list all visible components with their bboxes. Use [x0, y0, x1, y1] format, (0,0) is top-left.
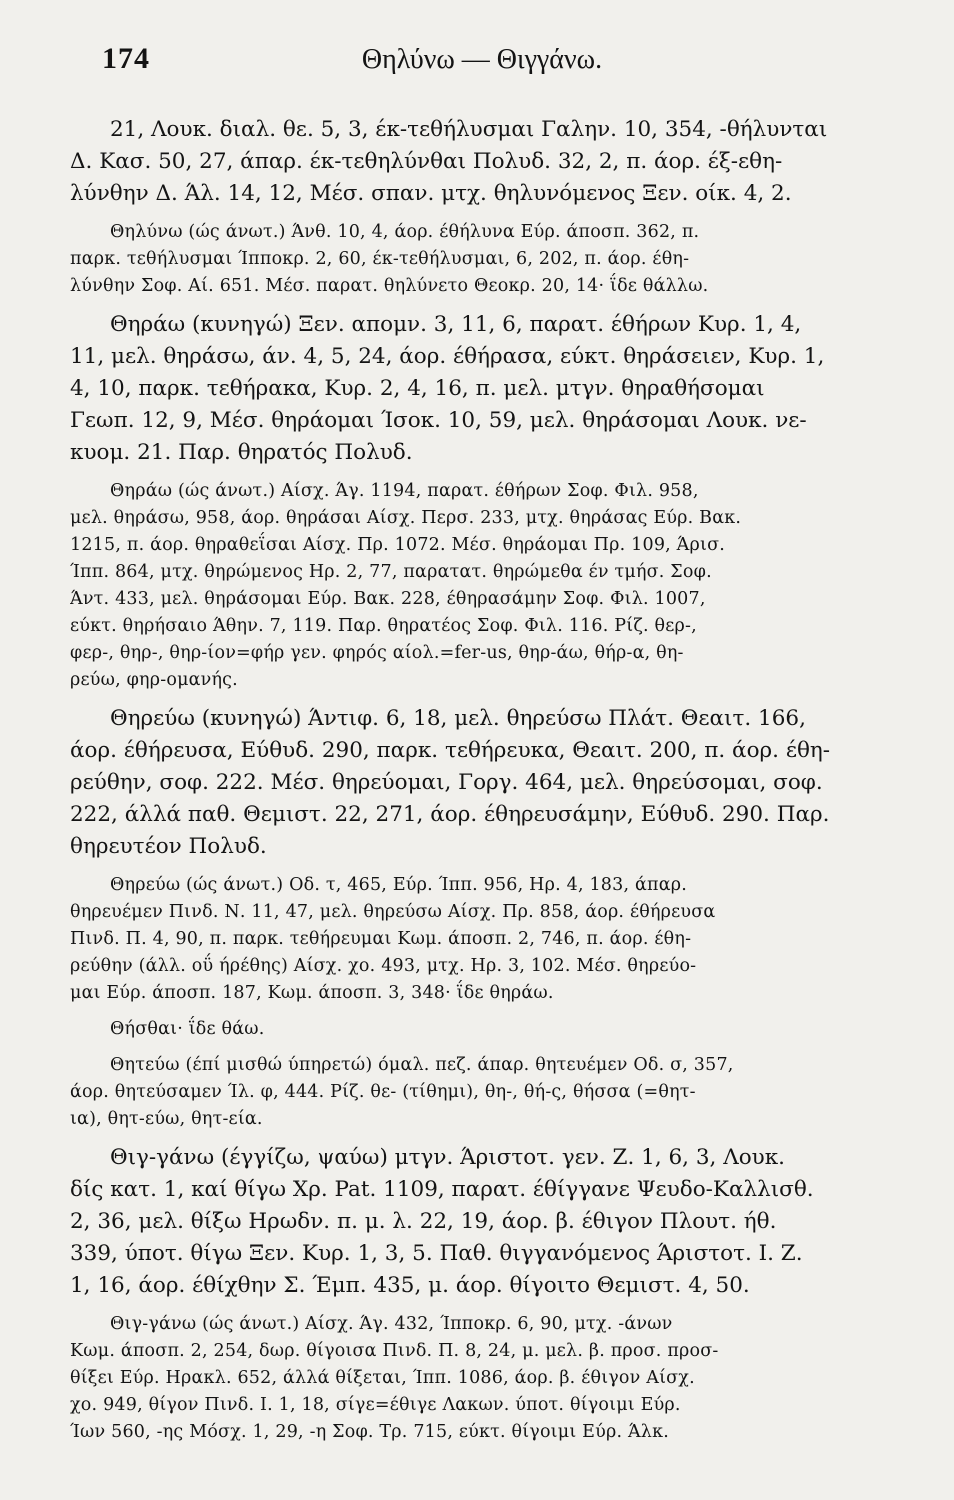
poetic-entry	[70, 1311, 894, 1446]
entry-line: ρεύω, φηρ-ομανής.	[70, 670, 238, 690]
poetic-entry	[70, 478, 894, 694]
entry-line: Θιγ-γάνω (ώς άνωτ.) Αίσχ. Άγ. 432, Ίπποκρ. 6, 90, μτχ. -άνων	[110, 1314, 673, 1334]
poetic-entry	[70, 1052, 894, 1133]
entries-column	[70, 114, 894, 1446]
entry-line: θηρευέμεν Πινδ. Ν. 11, 47, μελ. θηρεύσω Αίσχ. Πρ. 858, άορ. έθήρευσα	[70, 902, 716, 922]
entry-line: 222, άλλά παθ. Θεμιστ. 22, 271, άορ. έθηρευσάμην, Εύθυδ. 290. Παρ.	[70, 802, 830, 827]
page-header	[70, 40, 894, 90]
entry-line: θηρευτέον Πολυδ.	[70, 834, 267, 859]
entry-line: άορ. θητεύσαμεν Ίλ. φ, 444. Ρίζ. θε- (τίθημι), θη-, θή-ς, θήσσα (=θητ-	[70, 1082, 696, 1102]
entry-line: άορ. έθήρευσα, Εύθυδ. 290, παρκ. τεθήρευκα, Θεαιτ. 200, π. άορ. έθη-	[70, 738, 831, 763]
entry-line: χο. 949, θίγον Πινδ. Ι. 1, 18, σίγε=έθιγε Λακων. ύποτ. θίγοιμι Εύρ.	[70, 1395, 681, 1415]
entry-line: εύκτ. θηρήσαιο Άθην. 7, 119. Παρ. θηρατέος Σοφ. Φιλ. 116. Ρίζ. θερ-,	[70, 616, 697, 636]
entry-line: 4, 10, παρκ. τεθήρακα, Κυρ. 2, 4, 16, π. μελ. μτγν. θηραθήσομαι	[70, 376, 765, 401]
prose-entry	[70, 309, 894, 469]
entry-line: 1, 16, άορ. έθίχθην Σ. Έμπ. 435, μ. άορ. θίγοιτο Θεμιστ. 4, 50.	[70, 1273, 750, 1298]
entry-line: Θιγ-γάνω (έγγίζω, ψαύω) μτγν. Άριστοτ. γεν. Ζ. 1, 6, 3, Λουκ.	[110, 1145, 786, 1170]
entry-line: 1215, π. άορ. θηραθεΐσαι Αίσχ. Πρ. 1072. Μέσ. θηράομαι Πρ. 109, Άρισ.	[70, 535, 725, 555]
entry-line: κυομ. 21. Παρ. θηρατός Πολυδ.	[70, 440, 413, 465]
entry-line: παρκ. τεθήλυσμαι Ίπποκρ. 2, 60, έκ-τεθήλυσμαι, 6, 202, π. άορ. έθη-	[70, 249, 690, 269]
entry-line: ρεύθην, σοφ. 222. Μέσ. θηρεύομαι, Γοργ. 464, μελ. θηρεύσομαι, σοφ.	[70, 770, 823, 795]
entry-line: Θηλύνω (ώς άνωτ.) Άνθ. 10, 4, άορ. έθήλυνα Εύρ. άποσπ. 362, π.	[110, 222, 700, 242]
entry-line: Θηρεύω (ώς άνωτ.) Οδ. τ, 465, Εύρ. Ίππ. 956, Ηρ. 4, 183, άπαρ.	[110, 875, 687, 895]
entry-line: Ίππ. 864, μτχ. θηρώμενος Ηρ. 2, 77, παρατατ. θηρώμεθα έν τμήσ. Σοφ.	[70, 562, 712, 582]
page-number: 174	[102, 42, 150, 75]
entry-line: Ίων 560, -ης Μόσχ. 1, 29, -η Σοφ. Τρ. 715, εύκτ. θίγοιμι Εύρ. Άλκ.	[70, 1422, 669, 1442]
entry-line: Δ. Κασ. 50, 27, άπαρ. έκ-τεθηλύνθαι Πολυδ. 32, 2, π. άορ. έξ-εθη-	[70, 149, 783, 174]
entry-line: ια), θητ-εύω, θητ-εία.	[70, 1109, 263, 1129]
entry-line: μελ. θηράσω, 958, άορ. θηράσαι Αίσχ. Περσ. 233, μτχ. θηράσας Εύρ. Βακ.	[70, 508, 742, 528]
entry-line: 339, ύποτ. θίγω Ξεν. Κυρ. 1, 3, 5. Παθ. θιγγανόμενος Άριστοτ. Ι. Ζ.	[70, 1241, 803, 1266]
entry-line: μαι Εύρ. άποσπ. 187, Κωμ. άποσπ. 3, 348· ΐδε θηράω.	[70, 983, 554, 1003]
entry-line: Θηράω (ώς άνωτ.) Αίσχ. Άγ. 1194, παρατ. έθήρων Σοφ. Φιλ. 958,	[110, 481, 699, 501]
entry-line: ρεύθην (άλλ. οΰ ήρέθης) Αίσχ. χο. 493, μτχ. Ηρ. 3, 102. Μέσ. θηρεύο-	[70, 956, 697, 976]
entry-line: φερ-, θηρ-, θηρ-ίον=φήρ γεν. φηρός αίολ.=fer-us, θηρ-άω, θήρ-α, θη-	[70, 643, 684, 663]
poetic-entry	[70, 219, 894, 300]
entry-line: 2, 36, μελ. θίξω Ηρωδν. π. μ. λ. 22, 19, άορ. β. έθιγον Πλουτ. ήθ.	[70, 1209, 777, 1234]
entry-line: Γεωπ. 12, 9, Μέσ. θηράομαι Ίσοκ. 10, 59, μελ. θηράσομαι Λουκ. νε-	[70, 408, 807, 433]
entry-line: 11, μελ. θηράσω, άν. 4, 5, 24, άορ. έθήρασα, εύκτ. θηράσειεν, Κυρ. 1,	[70, 344, 825, 369]
prose-entry	[70, 703, 894, 863]
entry-line: 21, Λουκ. διαλ. θε. 5, 3, έκ-τεθήλυσμαι Γαλην. 10, 354, -θήλυνται	[110, 117, 828, 142]
entry-line: λύνθην Δ. Άλ. 14, 12, Μέσ. σπαν. μτχ. θηλυνόμενος Ξεν. οίκ. 4, 2.	[70, 181, 792, 206]
entry-line: δίς κατ. 1, καί θίγω Χρ. Pat. 1109, παρατ. έθίγγανε Ψευδο-Καλλισθ.	[70, 1177, 814, 1202]
running-head: Θηλύνω — Θιγγάνω.	[361, 44, 603, 75]
entry-line: Πινδ. Π. 4, 90, π. παρκ. τεθήρευμαι Κωμ. άποσπ. 2, 746, π. άορ. έθη-	[70, 929, 692, 949]
entry-line: Θητεύω (έπί μισθώ ύπηρετώ) όμαλ. πεζ. άπαρ. θητευέμεν Οδ. σ, 357,	[110, 1055, 734, 1075]
entry-line: Θηράω (κυνηγώ) Ξεν. απομν. 3, 11, 6, παρατ. έθήρων Κυρ. 1, 4,	[110, 312, 802, 337]
entry-line: Άντ. 433, μελ. θηράσομαι Εύρ. Βακ. 228, έθηρασάμην Σοφ. Φιλ. 1007,	[70, 589, 706, 609]
poetic-entry	[70, 872, 894, 1007]
entry-line: Θήσθαι· ΐδε θάω.	[110, 1019, 265, 1039]
poetic-entry	[70, 1016, 894, 1043]
entry-line: θίξει Εύρ. Ηρακλ. 652, άλλά θίξεται, Ίππ. 1086, άορ. β. έθιγον Αίσχ.	[70, 1368, 695, 1388]
entry-line: Κωμ. άποσπ. 2, 254, δωρ. θίγοισα Πινδ. Π. 8, 24, μ. μελ. β. προσ. προσ-	[70, 1341, 719, 1361]
entry-line: λύνθην Σοφ. Αί. 651. Μέσ. παρατ. θηλύνετο Θεοκρ. 20, 14· ΐδε θάλλω.	[70, 276, 709, 296]
entry-line: Θηρεύω (κυνηγώ) Άντιφ. 6, 18, μελ. θηρεύσω Πλάτ. Θεαιτ. 166,	[110, 706, 806, 731]
prose-entry	[70, 1142, 894, 1302]
prose-entry	[70, 114, 894, 210]
